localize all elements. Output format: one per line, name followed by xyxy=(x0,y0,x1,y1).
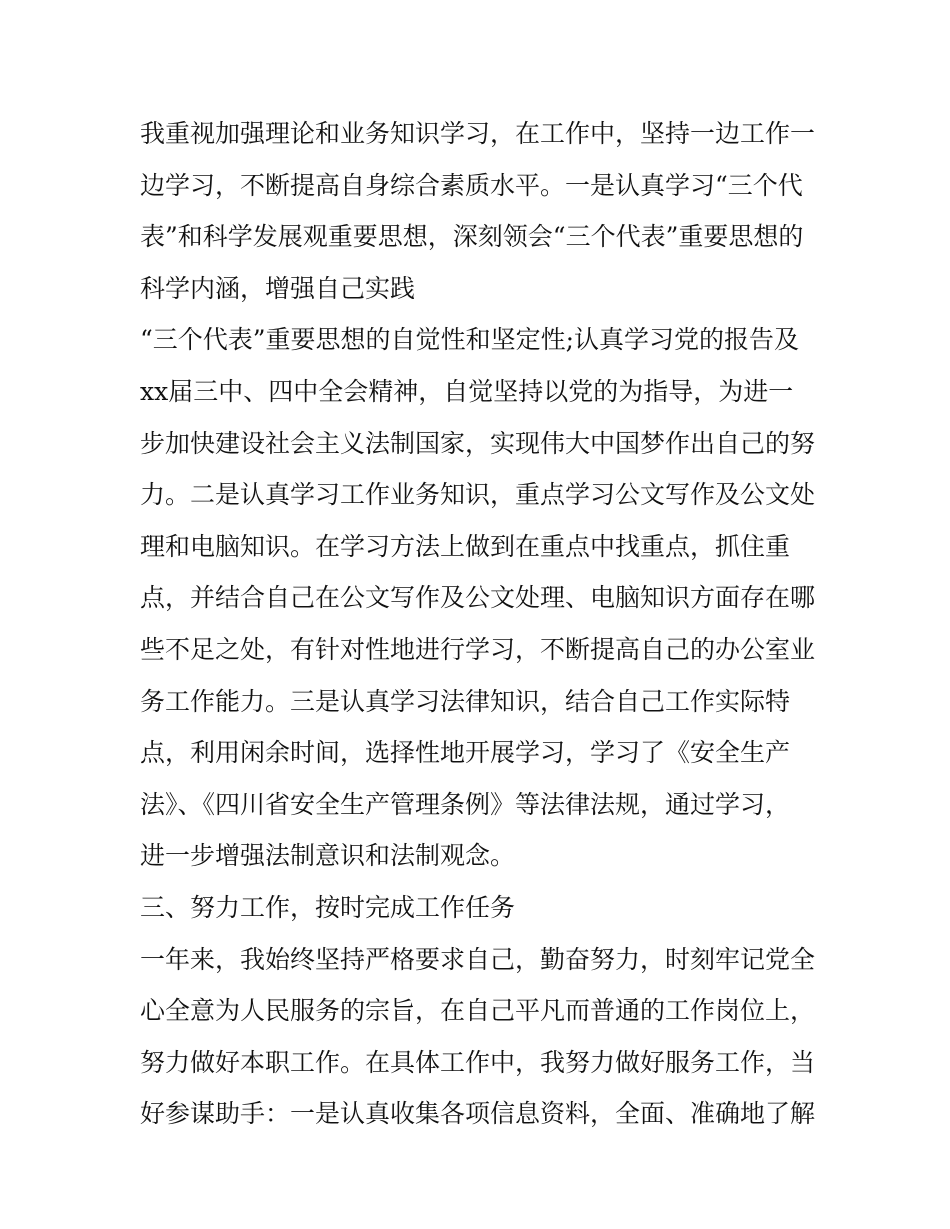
text-line: 些不足之处，有针对性地进行学习，不断提高自己的办公室业 xyxy=(140,634,816,664)
text-line: 科学内涵，增强自己实践 xyxy=(140,273,416,303)
text-line: xx届三中、四中全会精神，自觉坚持以党的为指导，为进一 xyxy=(140,376,794,406)
text-line: 步加快建设社会主义法制国家，实现伟大中国梦作出自己的努 xyxy=(140,428,816,458)
text-line: “三个代表”重要思想的自觉性和坚定性;认真学习党的报告及 xyxy=(140,325,799,355)
text-line: 表”和科学发展观重要思想，深刻领会“三个代表”重要思想的 xyxy=(140,222,804,252)
text-line: 点，并结合自己在公文写作及公文处理、电脑知识方面存在哪 xyxy=(140,583,816,613)
text-line: 我重视加强理论和业务知识学习，在工作中，坚持一边工作一 xyxy=(140,119,816,148)
text-line: 边学习，不断提高自身综合素质水平。一是认真学习“三个代 xyxy=(140,170,803,200)
text-line: 务工作能力。三是认真学习法律知识，结合自己工作实际特 xyxy=(140,686,791,716)
text-line: 点，利用闲余时间，选择性地开展学习，学习了《安全生产 xyxy=(140,738,791,768)
text-line: 进一步增强法制意识和法制观念。 xyxy=(140,841,516,871)
text-line: 好参谋助手：一是认真收集各项信息资料，全面、准确地了解 xyxy=(140,1099,816,1129)
text-line: 理和电脑知识。在学习方法上做到在重点中找重点，抓住重 xyxy=(140,531,791,561)
section-heading: 三、努力工作，按时完成工作任务 xyxy=(140,892,516,922)
text-line: 努力做好本职工作。在具体工作中，我努力做好服务工作，当 xyxy=(140,1047,816,1077)
body-text xyxy=(140,108,820,1140)
text-line: 力。二是认真学习工作业务知识，重点学习公文写作及公文处 xyxy=(140,480,816,510)
text-line: 法》、《四川省安全生产管理条例》等法律法规，通过学习， xyxy=(140,789,791,819)
text-line: 心全意为人民服务的宗旨，在自己平凡而普通的工作岗位上， xyxy=(140,996,816,1026)
text-line: 一年来，我始终坚持严格要求自己，勤奋努力，时刻牢记党全 xyxy=(140,944,816,974)
